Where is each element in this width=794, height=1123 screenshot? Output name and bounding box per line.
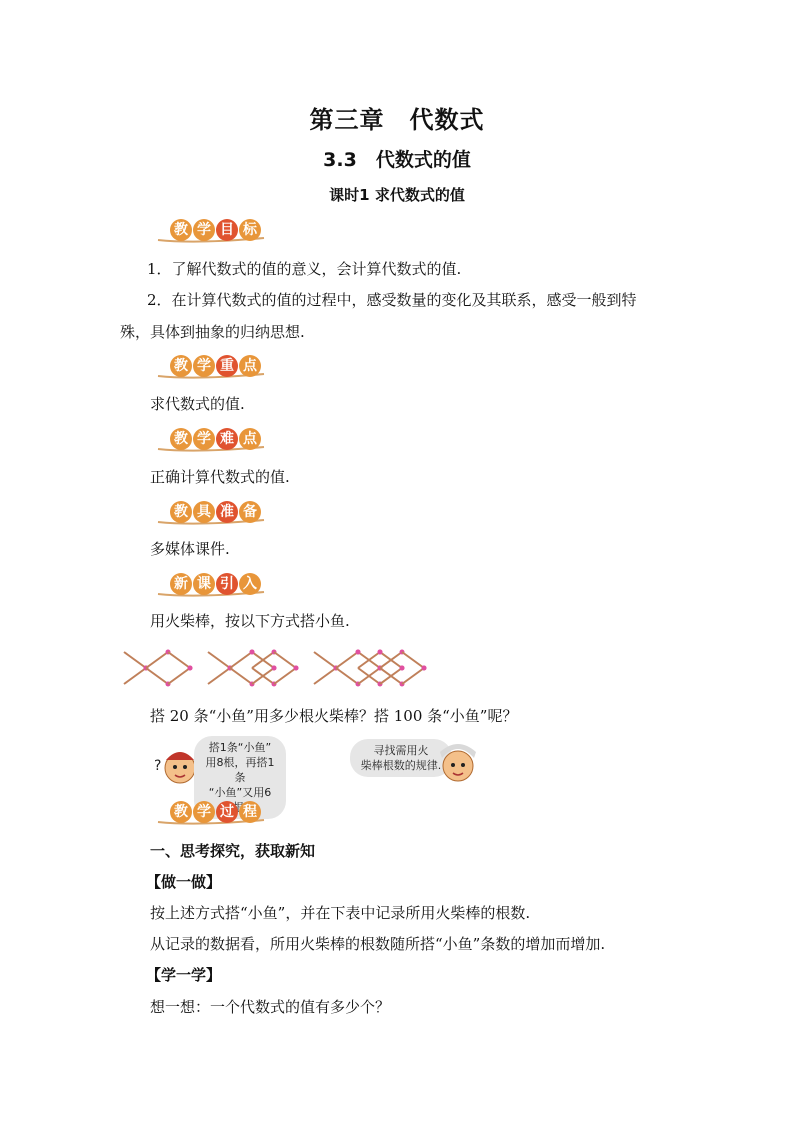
matchstick xyxy=(314,668,336,684)
matchstick-head xyxy=(422,666,427,671)
matchstick xyxy=(274,668,296,684)
badge-char: 程 xyxy=(239,801,261,823)
badge-char: 目 xyxy=(216,219,238,241)
badge-char: 点 xyxy=(239,428,261,450)
learn-label: 【学一学】 xyxy=(146,966,222,984)
matchstick xyxy=(208,668,230,684)
do-label: 【做一做】 xyxy=(146,873,222,891)
matchstick xyxy=(402,652,424,668)
badge-char: 引 xyxy=(216,573,238,595)
objectives-badge xyxy=(156,218,266,244)
intro-badge xyxy=(156,572,266,598)
objective-item-1: 1．了解代数式的值的意义，会计算代数式的值. xyxy=(147,260,462,278)
badge-char: 新 xyxy=(170,573,192,595)
badge-char: 学 xyxy=(193,355,215,377)
matchstick xyxy=(124,652,146,668)
matchstick xyxy=(208,652,230,668)
matchstick-head xyxy=(272,666,277,671)
matchstick-head xyxy=(400,666,405,671)
objective-item-2-cont: 殊，具体到抽象的归纳思想. xyxy=(120,323,305,341)
badge-char: 备 xyxy=(239,501,261,523)
section-title: 3.3 代数式的值 xyxy=(323,149,471,171)
badge-char: 学 xyxy=(193,428,215,450)
badge-char: 教 xyxy=(170,428,192,450)
key-points-badge xyxy=(156,354,266,380)
matchstick xyxy=(168,652,190,668)
badge-char: 难 xyxy=(216,428,238,450)
matchstick-head xyxy=(356,650,361,655)
process-badge xyxy=(156,800,266,826)
matchstick xyxy=(336,668,358,684)
teacher-avatar-icon xyxy=(432,738,484,788)
intro-question: 搭 20 条“小鱼”用多少根火柴棒？搭 100 条“小鱼”呢？ xyxy=(150,707,518,725)
matchstick-head xyxy=(188,666,193,671)
matchstick-head xyxy=(378,650,383,655)
badge-char: 标 xyxy=(239,219,261,241)
chapter-title: 第三章 代数式 xyxy=(309,106,485,134)
do-line-2: 从记录的数据看，所用火柴棒的根数随所搭“小鱼”条数的增加而增加. xyxy=(150,935,606,953)
difficulties-badge xyxy=(156,427,266,453)
matchstick xyxy=(274,652,296,668)
badge-char: 教 xyxy=(170,219,192,241)
bubble-line: 搭1条“小鱼” xyxy=(208,741,272,754)
key-points-text: 求代数式的值. xyxy=(150,395,245,413)
matchstick-fish-illustration xyxy=(118,640,488,696)
badge-char: 过 xyxy=(216,801,238,823)
bubble-line: 用8根，再搭1条 xyxy=(205,756,275,784)
bubble-line: 柴棒根数的规律. xyxy=(360,759,442,772)
badge-char: 课 xyxy=(193,573,215,595)
badge-char: 学 xyxy=(193,219,215,241)
matchstick-head xyxy=(294,666,299,671)
matchstick xyxy=(124,668,146,684)
matchstick xyxy=(146,668,168,684)
think-text: 想一想：一个代数式的值有多少个？ xyxy=(150,998,391,1016)
tools-text: 多媒体课件. xyxy=(150,540,230,558)
matchstick xyxy=(168,668,190,684)
matchstick-head xyxy=(250,650,255,655)
process-heading: 一、思考探究，获取新知 xyxy=(150,842,316,860)
badge-char: 准 xyxy=(216,501,238,523)
do-line-1: 按上述方式搭“小鱼”，并在下表中记录所用火柴棒的根数. xyxy=(150,904,531,922)
bubble-line: 寻找需用火 xyxy=(373,744,429,757)
badge-char: 教 xyxy=(170,801,192,823)
bubble-line: “小鱼”又用6根 xyxy=(208,786,272,814)
badge-char: 教 xyxy=(170,501,192,523)
badge-char: 具 xyxy=(193,501,215,523)
matchstick xyxy=(230,668,252,684)
badge-char: 重 xyxy=(216,355,238,377)
svg-text:?: ? xyxy=(154,758,162,774)
matchstick xyxy=(146,652,168,668)
student-avatar-icon xyxy=(150,740,200,788)
badge-char: 学 xyxy=(193,801,215,823)
objective-item-2: 2．在计算代数式的值的过程中，感受数量的变化及其联系，感受一般到特 xyxy=(147,291,637,309)
badge-char: 点 xyxy=(239,355,261,377)
tools-badge xyxy=(156,500,266,526)
matchstick xyxy=(314,652,336,668)
difficulties-text: 正确计算代数式的值. xyxy=(150,468,290,486)
matchstick xyxy=(402,668,424,684)
matchstick xyxy=(230,652,252,668)
intro-text: 用火柴棒，按以下方式搭小鱼. xyxy=(150,612,350,630)
badge-char: 入 xyxy=(239,573,261,595)
lesson-title: 课时1 求代数式的值 xyxy=(329,186,465,204)
matchstick xyxy=(336,652,358,668)
badge-char: 教 xyxy=(170,355,192,377)
